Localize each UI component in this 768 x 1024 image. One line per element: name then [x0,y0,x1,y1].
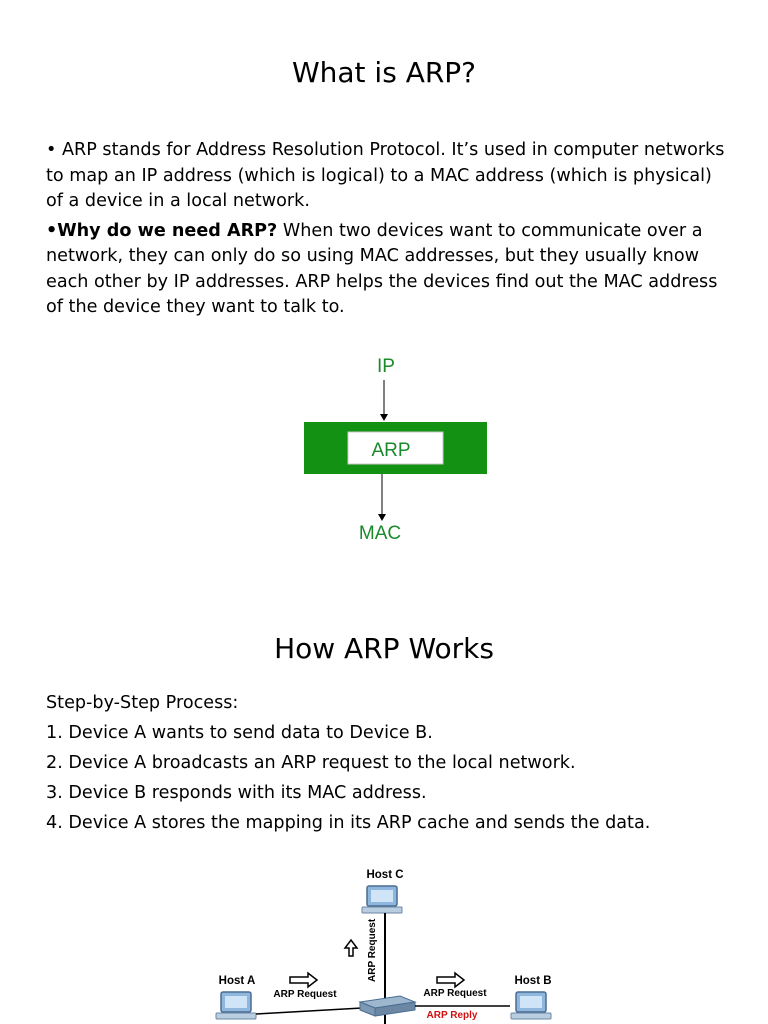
step-item: 2. Device A broadcasts an ARP request to the local network. [46,753,576,773]
step-item: 4. Device A stores the mapping in its ARP cache and sends the data. [46,813,651,833]
arp-request-left-label: ARP Request [273,989,337,1000]
ip-arrow-head [380,414,388,421]
host-c-label: Host C [366,869,404,881]
why-arp-text: When two devices want to communicate over a network, they can only do so using MAC addresses, but they usually know each other by IP addresses. ARP helps the devices find out the MAC address of the device they want to talk to. [46,220,718,317]
why-arp-paragraph [46,219,726,321]
steps-list [46,688,726,838]
section-title: How ARP Works [274,632,494,665]
host-a-link [256,1008,362,1014]
steps-heading: Step-by-Step Process: [46,693,239,713]
right-arrow-icon [437,973,464,987]
host-a-computer-icon [216,992,256,1019]
arp-network-diagram [200,860,570,1024]
arp-request-up-label: ARP Request [367,918,378,982]
intro-text [46,138,726,325]
switch-icon [360,996,415,1016]
host-c-computer-icon [362,886,402,913]
step-item: 3. Device B responds with its MAC address. [46,783,427,803]
ip-label: IP [377,356,395,377]
arp-reply-label: ARP Reply [426,1010,478,1021]
mac-label: MAC [358,523,402,544]
step-item: 1. Device A wants to send data to Device B. [46,723,433,743]
ip-arp-mac-diagram [300,350,490,550]
host-b-computer-icon [511,992,551,1019]
arp-request-right-label: ARP Request [423,988,487,999]
why-arp-heading: •Why do we need ARP? [46,220,278,241]
arp-definition-paragraph: • ARP stands for Address Resolution Protocol. It’s used in computer networks to map an IP address (which is logical) to a MAC address (which is physical) of a device in a local network. [46,140,725,211]
host-b-label: Host B [514,975,552,987]
arp-label: ARP [371,440,411,461]
page-title: What is ARP? [291,56,477,89]
mac-arrow-head [378,514,386,521]
up-arrow-icon [345,940,357,956]
right-arrow-icon [290,973,317,987]
host-a-label: Host A [218,975,256,987]
